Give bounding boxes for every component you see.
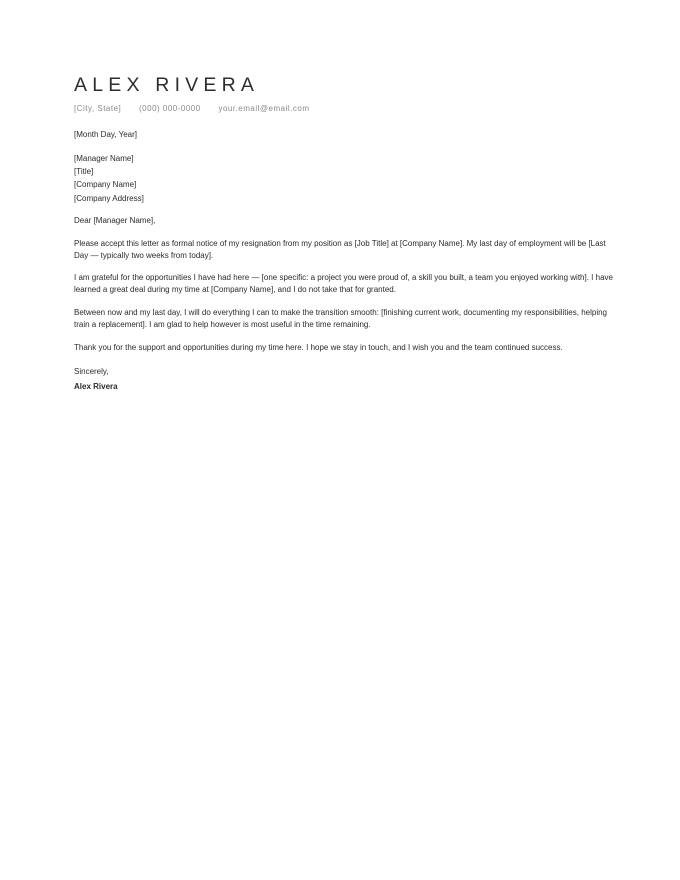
letter-page <box>74 74 614 393</box>
body-paragraph-2: I am grateful for the opportunities I have had here — [one specific: a project you were proud of, a skill you built, a team you enjoyed working with]. I have learned a great deal during my time at [Company Name], and I do not take that for granted. <box>74 273 613 295</box>
recipient-manager-name: [Manager Name] <box>74 153 134 163</box>
recipient-title: [Title] <box>74 167 94 177</box>
recipient-company-address: [Company Address] <box>74 193 144 203</box>
city-state: [City, State] <box>74 104 122 113</box>
body-paragraph-3: Between now and my last day, I will do everything I can to make the transition smooth: [finishing current work, documenting my responsibilities, helping train a replacement]. I am glad to help however is most useful in the time remaining. <box>74 307 608 329</box>
recipient-block <box>74 152 614 205</box>
contact-line <box>74 104 614 114</box>
salutation: Dear [Manager Name], <box>74 215 156 225</box>
sender-name: ALEX RIVERA <box>74 74 260 96</box>
body-paragraph-4: Thank you for the support and opportunities during my time here. I hope we stay in touch, and I wish you and the team continued success. <box>74 342 563 352</box>
signature: Alex Rivera <box>74 382 118 392</box>
phone-number: (000) 000-0000 <box>139 104 201 113</box>
body-paragraph-1: Please accept this letter as formal notice of my resignation from my position as [Job Title] at [Company Name]. My last day of employment will be [Last Day — typically two weeks from today]. <box>74 238 606 260</box>
email-address: your.email@email.com <box>218 104 310 113</box>
closing: Sincerely, <box>74 367 109 377</box>
letter-date: [Month Day, Year] <box>74 130 137 139</box>
recipient-company-name: [Company Name] <box>74 180 137 190</box>
